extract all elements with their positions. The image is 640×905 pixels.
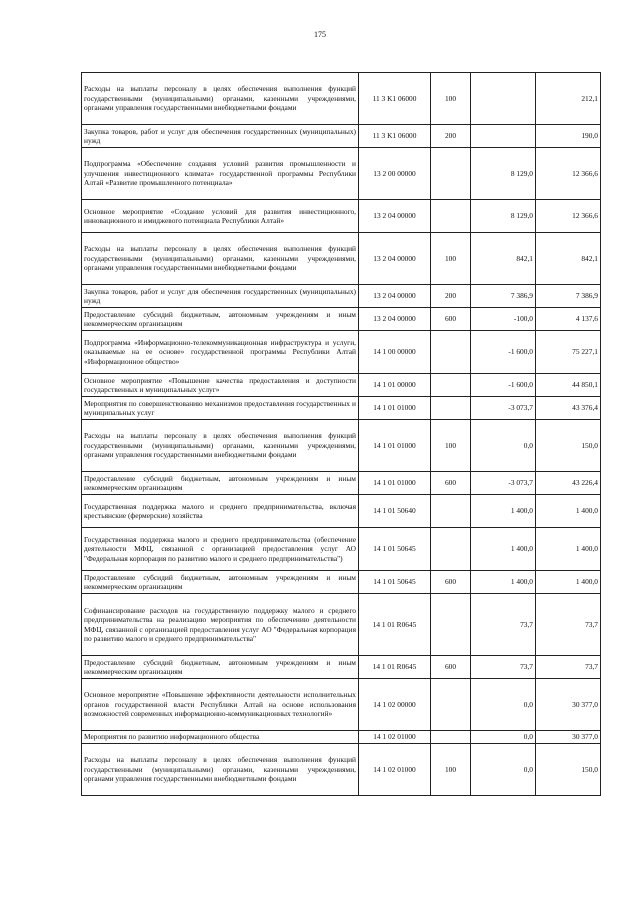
expense-name-cell: Основное мероприятие «Повышение эффективности деятельности исполнительных органов государственной власти Республики Алтай на основе использования возможностей современных информационно-коммуникационных технологий»	[82, 679, 359, 731]
expense-name-cell: Расходы на выплаты персоналу в целях обеспечения выполнения функций государственными (муниципальными) органами, казенными учреждениями, органами управления государственными внебюджетными фондами	[82, 233, 359, 285]
amount-total-cell: 43 226,4	[536, 472, 601, 495]
target-article-code-cell: 14 1 01 01000	[359, 420, 431, 472]
table-row	[82, 594, 601, 656]
amount-total-cell: 842,1	[536, 233, 601, 285]
expense-name-cell: Мероприятия по совершенствованию механизмов предоставления государственных и муниципальных услуг	[82, 397, 359, 420]
expense-type-code-cell: 100	[431, 233, 471, 285]
target-article-code-cell: 14 1 02 00000	[359, 679, 431, 731]
amount-change-cell	[471, 73, 536, 125]
table-row	[82, 656, 601, 679]
table-row	[82, 73, 601, 125]
expense-type-code-cell: 600	[431, 308, 471, 331]
amount-total-cell: 1 400,0	[536, 495, 601, 528]
expense-type-code-cell: 100	[431, 420, 471, 472]
expense-name-cell: Закупка товаров, работ и услуг для обеспечения государственных (муниципальных) нужд	[82, 125, 359, 148]
table-row	[82, 125, 601, 148]
expense-type-code-cell	[431, 331, 471, 374]
expense-type-code-cell	[431, 374, 471, 397]
amount-change-cell: -100,0	[471, 308, 536, 331]
amount-change-cell: 8 129,0	[471, 200, 536, 233]
amount-total-cell: 1 400,0	[536, 528, 601, 571]
expense-name-cell: Предоставление субсидий бюджетным, автономным учреждениям и иным некоммерческим организациям	[82, 656, 359, 679]
expense-type-code-cell: 600	[431, 472, 471, 495]
target-article-code-cell: 11 3 K1 06000	[359, 125, 431, 148]
budget-table	[81, 72, 601, 796]
amount-change-cell: 73,7	[471, 594, 536, 656]
table-row	[82, 397, 601, 420]
expense-name-cell: Основное мероприятие «Создание условий для развития инвестиционного, инновационного и имиджевого потенциала Республики Алтай»	[82, 200, 359, 233]
amount-total-cell: 73,7	[536, 594, 601, 656]
amount-change-cell: 7 386,9	[471, 285, 536, 308]
amount-change-cell: 0,0	[471, 420, 536, 472]
expense-name-cell: Закупка товаров, работ и услуг для обеспечения государственных (муниципальных) нужд	[82, 285, 359, 308]
expense-type-code-cell: 100	[431, 744, 471, 796]
amount-total-cell: 75 227,1	[536, 331, 601, 374]
amount-change-cell	[471, 125, 536, 148]
table-row	[82, 285, 601, 308]
amount-total-cell: 150,0	[536, 420, 601, 472]
budget-table-body	[82, 73, 601, 796]
expense-type-code-cell	[431, 148, 471, 200]
table-row	[82, 744, 601, 796]
expense-name-cell: Мероприятия по развитию информационного общества	[82, 731, 359, 744]
target-article-code-cell: 13 2 04 00000	[359, 233, 431, 285]
expense-type-code-cell	[431, 679, 471, 731]
amount-total-cell: 30 377,0	[536, 731, 601, 744]
target-article-code-cell: 13 2 00 00000	[359, 148, 431, 200]
expense-type-code-cell	[431, 528, 471, 571]
expense-name-cell: Основное мероприятие «Повышение качества предоставления и доступности государственных и муниципальных услуг»	[82, 374, 359, 397]
target-article-code-cell: 14 1 01 R0645	[359, 656, 431, 679]
expense-name-cell: Государственная поддержка малого и среднего предпринимательства, включая крестьянские (фермерские) хозяйства	[82, 495, 359, 528]
amount-change-cell: 73,7	[471, 656, 536, 679]
target-article-code-cell: 13 2 04 00000	[359, 285, 431, 308]
table-row	[82, 571, 601, 594]
table-row	[82, 331, 601, 374]
target-article-code-cell: 14 1 00 00000	[359, 331, 431, 374]
table-row	[82, 495, 601, 528]
amount-change-cell: 0,0	[471, 731, 536, 744]
expense-type-code-cell	[431, 397, 471, 420]
expense-type-code-cell: 100	[431, 73, 471, 125]
amount-total-cell: 1 400,0	[536, 571, 601, 594]
amount-total-cell: 73,7	[536, 656, 601, 679]
target-article-code-cell: 14 1 01 01000	[359, 472, 431, 495]
target-article-code-cell: 13 2 04 00000	[359, 200, 431, 233]
amount-total-cell: 12 366,6	[536, 148, 601, 200]
expense-name-cell: Подпрограмма «Обеспечение создания условий развития промышленности и улучшения инвестиционного климата» государственной программы Республики Алтай «Развитие промышленного потенциала»	[82, 148, 359, 200]
amount-total-cell: 43 376,4	[536, 397, 601, 420]
amount-change-cell: 0,0	[471, 744, 536, 796]
amount-change-cell: 0,0	[471, 679, 536, 731]
amount-change-cell: -3 073,7	[471, 397, 536, 420]
expense-name-cell: Государственная поддержка малого и среднего предпринимательства (обеспечение деятельности МФЦ, связанной с организацией предоставления услуг АО "Федеральная корпорация по развитию малого и среднего предпринимательства")	[82, 528, 359, 571]
target-article-code-cell: 13 2 04 00000	[359, 308, 431, 331]
table-row	[82, 148, 601, 200]
table-row	[82, 472, 601, 495]
amount-total-cell: 30 377,0	[536, 679, 601, 731]
table-row	[82, 679, 601, 731]
expense-type-code-cell	[431, 731, 471, 744]
target-article-code-cell: 14 1 01 00000	[359, 374, 431, 397]
amount-total-cell: 12 366,6	[536, 200, 601, 233]
expense-name-cell: Расходы на выплаты персоналу в целях обеспечения выполнения функций государственными (муниципальными) органами, казенными учреждениями, органами управления государственными внебюджетными фондами	[82, 420, 359, 472]
amount-change-cell: -1 600,0	[471, 374, 536, 397]
expense-name-cell: Подпрограмма «Информационно-телекоммуникационная инфраструктура и услуги, оказываемые на ее основе» государственной программы Республики Алтай «Информационное общество»	[82, 331, 359, 374]
page-number: 175	[314, 30, 326, 39]
target-article-code-cell: 14 1 01 R0645	[359, 594, 431, 656]
target-article-code-cell: 14 1 01 50645	[359, 571, 431, 594]
table-row	[82, 308, 601, 331]
target-article-code-cell: 14 1 02 01000	[359, 744, 431, 796]
expense-type-code-cell	[431, 495, 471, 528]
expense-name-cell: Софинансирование расходов на государственную поддержку малого и среднего предпринимательства на реализацию мероприятия по обеспечению деятельности МФЦ, связанной с организацией предоставления услуг АО "Федеральная корпорация по развитию малого и среднего предпринимательства"	[82, 594, 359, 656]
amount-change-cell: -1 600,0	[471, 331, 536, 374]
expense-type-code-cell: 200	[431, 285, 471, 308]
target-article-code-cell: 14 1 01 50640	[359, 495, 431, 528]
amount-total-cell: 150,0	[536, 744, 601, 796]
table-row	[82, 200, 601, 233]
target-article-code-cell: 14 1 01 50645	[359, 528, 431, 571]
expense-name-cell: Предоставление субсидий бюджетным, автономным учреждениям и иным некоммерческим организациям	[82, 308, 359, 331]
target-article-code-cell: 14 1 01 01000	[359, 397, 431, 420]
expense-name-cell: Предоставление субсидий бюджетным, автономным учреждениям и иным некоммерческим организациям	[82, 472, 359, 495]
amount-change-cell: 1 400,0	[471, 495, 536, 528]
amount-total-cell: 44 850,1	[536, 374, 601, 397]
table-row	[82, 374, 601, 397]
expense-type-code-cell: 600	[431, 571, 471, 594]
amount-change-cell: 8 129,0	[471, 148, 536, 200]
expense-type-code-cell: 200	[431, 125, 471, 148]
table-row	[82, 420, 601, 472]
expense-type-code-cell	[431, 200, 471, 233]
table-row	[82, 731, 601, 744]
amount-total-cell: 4 137,6	[536, 308, 601, 331]
expense-name-cell: Расходы на выплаты персоналу в целях обеспечения выполнения функций государственными (муниципальными) органами, казенными учреждениями, органами управления государственными внебюджетными фондами	[82, 744, 359, 796]
table-row	[82, 528, 601, 571]
expense-type-code-cell	[431, 594, 471, 656]
amount-total-cell: 212,1	[536, 73, 601, 125]
amount-change-cell: 842,1	[471, 233, 536, 285]
table-row	[82, 233, 601, 285]
amount-change-cell: 1 400,0	[471, 528, 536, 571]
target-article-code-cell: 11 3 K1 06000	[359, 73, 431, 125]
expense-name-cell: Расходы на выплаты персоналу в целях обеспечения выполнения функций государственными (муниципальными) органами, казенными учреждениями, органами управления государственными внебюджетными фондами	[82, 73, 359, 125]
amount-change-cell: 1 400,0	[471, 571, 536, 594]
amount-total-cell: 190,0	[536, 125, 601, 148]
expense-type-code-cell: 600	[431, 656, 471, 679]
expense-name-cell: Предоставление субсидий бюджетным, автономным учреждениям и иным некоммерческим организациям	[82, 571, 359, 594]
amount-total-cell: 7 386,9	[536, 285, 601, 308]
amount-change-cell: -3 073,7	[471, 472, 536, 495]
target-article-code-cell: 14 1 02 01000	[359, 731, 431, 744]
